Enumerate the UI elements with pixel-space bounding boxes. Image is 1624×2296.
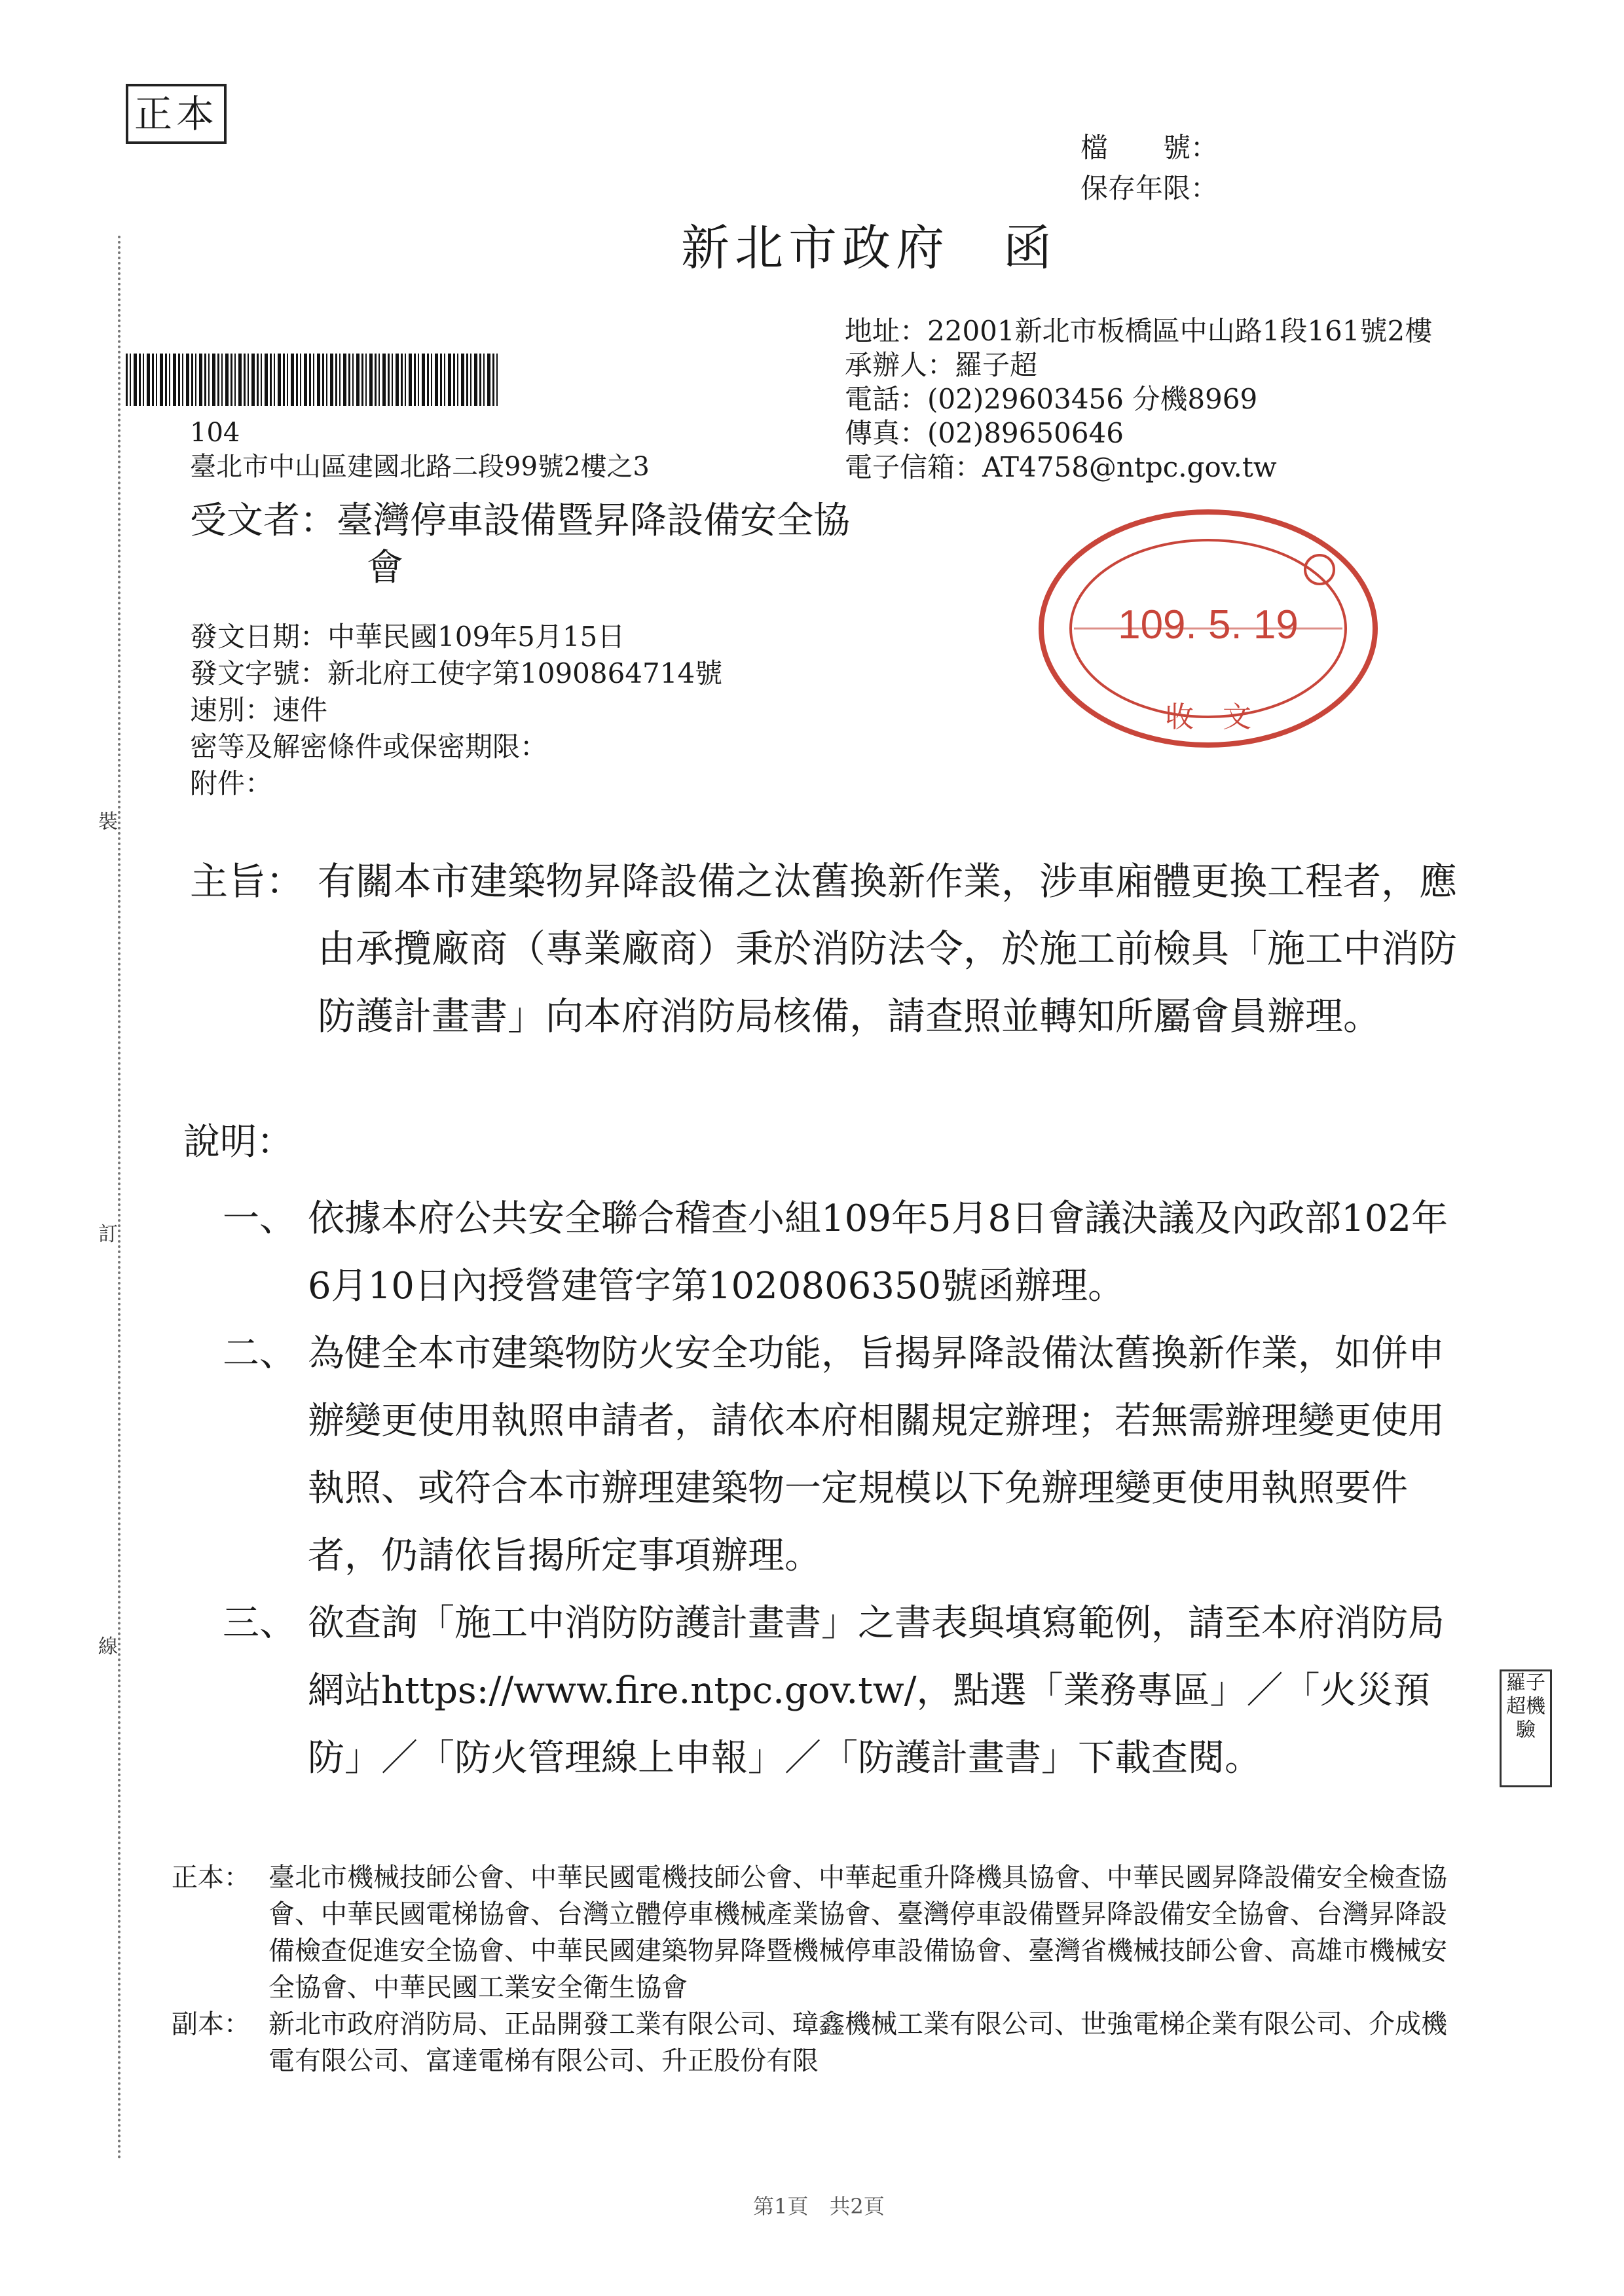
approval-stamp-line3: 驗 bbox=[1516, 1719, 1536, 1741]
received-stamp bbox=[1035, 504, 1382, 753]
recipient-label: 受文者： bbox=[190, 500, 337, 542]
binding-char-3: 線 bbox=[98, 1635, 118, 1658]
copy-recipients bbox=[172, 2006, 1455, 2079]
subject-text: 有關本市建築物昇降設備之汰舊換新作業，涉車廂體更換工程者，應由承攬廠商（專業廠商）秉於消防法令，於施工前檢具「施工中消防防護計畫書」向本府消防局核備，請查照並轉知所屬會員辦理。 bbox=[318, 859, 1458, 1038]
archive-info bbox=[1080, 128, 1218, 209]
contact-email: 電子信箱：AT4758@ntpc.gov.tw bbox=[845, 451, 1277, 483]
original-recipients-text: 臺北市機械技師公會、中華民國電機技師公會、中華起重升降機具協會、中華民國昇降設備安全檢查協會、中華民國電梯協會、台灣立體停車機械產業協會、臺灣停車設備暨昇降設備安全協會、台灣昇降設備檢查促進安全協會、中華民國建築物昇降暨機械停車設備協會、臺灣省機械技師公會、高雄市機械安全協會、中華民國工業安全衛生協會 bbox=[268, 1863, 1447, 2003]
page-number: 第1頁 共2頁 bbox=[753, 2194, 885, 2219]
copy-recipients-text: 新北市政府消防局、正品開發工業有限公司、璋鑫機械工業有限公司、世強電梯企業有限公司、介成機電有限公司、富達電梯有限公司、升正股份有限 bbox=[268, 2009, 1447, 2076]
binding-char-2: 訂 bbox=[98, 1223, 118, 1246]
secrecy: 密等及解密條件或保密期限： bbox=[190, 731, 548, 763]
original-recipients-label: 正本： bbox=[172, 1863, 250, 1893]
recipient bbox=[190, 498, 976, 592]
item-number: 三、 bbox=[223, 1602, 296, 1645]
item-text: 為健全本市建築物防火安全功能，旨揭昇降設備汰舊換新作業，如併申辦變更使用執照申請者，請依本府相關規定辦理；若無需辦理變更使用執照、或符合本市辦理建築物一定規模以下免辦理變更使用執照要件者，仍請依旨揭所定事項辦理。 bbox=[308, 1332, 1445, 1577]
stamp-date: 109. 5. 19 bbox=[1118, 602, 1299, 647]
contact-address: 地址：22001新北市板橋區中山路1段161號2樓 bbox=[845, 315, 1433, 347]
retention-label: 保存年限： bbox=[1080, 172, 1219, 204]
explanation-label: 說明： bbox=[183, 1121, 293, 1163]
original-copy-mark: 正本 bbox=[126, 84, 227, 144]
subject bbox=[190, 848, 1467, 1050]
approval-stamp bbox=[1500, 1669, 1552, 1787]
meta-block bbox=[190, 619, 722, 802]
item-number: 二、 bbox=[223, 1332, 296, 1375]
approval-stamp-line2: 超機 bbox=[1506, 1695, 1545, 1718]
document-title: 新北市政府 函 bbox=[681, 220, 1057, 276]
original-recipients bbox=[172, 1859, 1455, 2006]
barcode-icon bbox=[126, 354, 499, 406]
issue-date: 發文日期：中華民國109年5月15日 bbox=[190, 621, 625, 653]
speed: 速別：速件 bbox=[190, 694, 328, 726]
item-text: 依據本府公共安全聯合稽查小組109年5月8日會議決議及內政部102年6月10日內授營建管字第1020806350號函辦理。 bbox=[308, 1197, 1449, 1307]
item-number: 一、 bbox=[223, 1197, 296, 1240]
attachment: 附件： bbox=[190, 767, 273, 799]
contact-phone: 電話：(02)29603456 分機8969 bbox=[845, 383, 1258, 415]
issue-number: 發文字號：新北府工使字第1090864714號 bbox=[190, 657, 723, 689]
list-item bbox=[223, 1185, 1467, 1320]
receiver-address-block bbox=[190, 416, 650, 484]
contact-fax: 傳真：(02)89650646 bbox=[845, 417, 1124, 449]
subject-label: 主旨： bbox=[190, 859, 304, 903]
approval-stamp-line1: 羅子 bbox=[1506, 1671, 1545, 1694]
explanation-items bbox=[223, 1185, 1467, 1792]
contact-block bbox=[845, 314, 1432, 484]
copies-block bbox=[172, 1859, 1455, 2079]
recipient-name-line2: 會 bbox=[367, 547, 403, 589]
binding-char-1: 裝 bbox=[98, 811, 118, 833]
copy-recipients-label: 副本： bbox=[172, 2009, 250, 2039]
receiver-postal-code: 104 bbox=[190, 418, 240, 448]
list-item bbox=[223, 1590, 1467, 1792]
file-number-label: 檔 號： bbox=[1080, 132, 1219, 164]
list-item bbox=[223, 1320, 1467, 1590]
contact-handler: 承辦人：羅子超 bbox=[845, 349, 1038, 381]
item-text: 欲查詢「施工中消防防護計畫書」之書表與填寫範例，請至本府消防局網站https://www.fire.ntpc.gov.tw/，點選「業務專區」／「火災預防」／「防火管理線上申報」／「防護計畫書」下載查閱。 bbox=[308, 1602, 1445, 1779]
receiver-address: 臺北市中山區建國北路二段99號2樓之3 bbox=[190, 452, 650, 482]
recipient-name-line1: 臺灣停車設備暨昇降設備安全協 bbox=[337, 500, 850, 542]
stamp-bottom-text: 收 文 bbox=[1165, 701, 1251, 734]
binding-line bbox=[118, 236, 120, 2160]
